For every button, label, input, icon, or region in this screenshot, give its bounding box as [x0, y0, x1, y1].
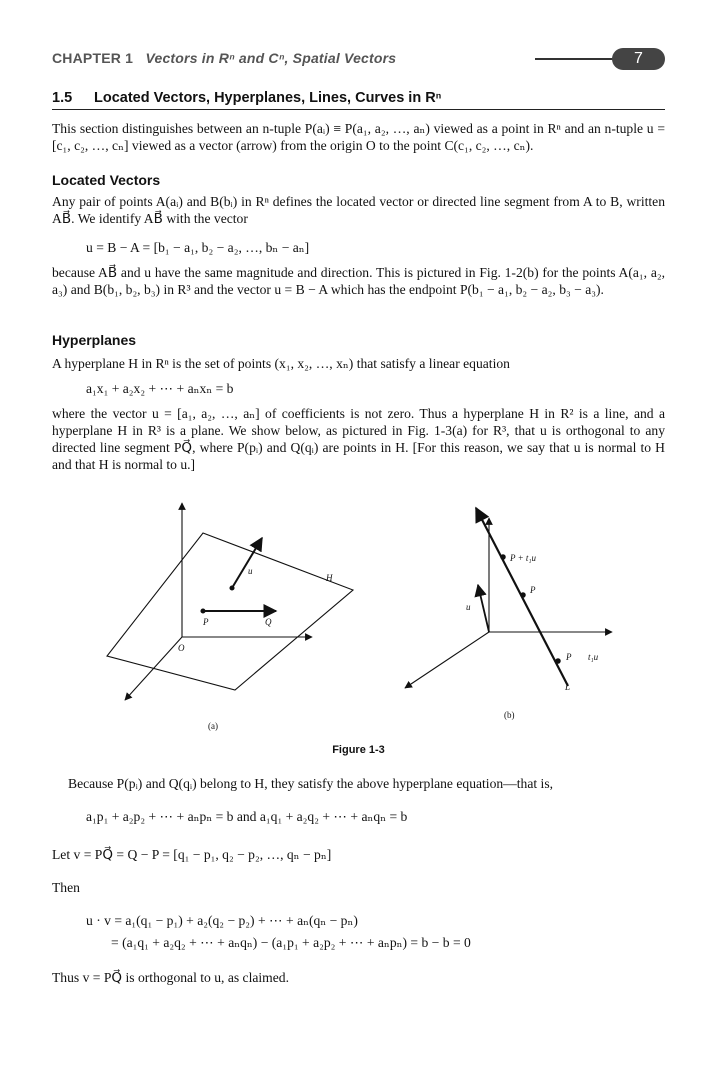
label-l: L [565, 682, 571, 692]
hyperplanes-paragraph-1: A hyperplane H in Rⁿ is the set of points (x₁, x₂, …, xₙ) that satisfy a linear equation [52, 356, 510, 371]
label-p-b: P [530, 585, 536, 595]
proof-equation-1: a₁p₁ + a₂p₂ + ⋯ + aₙpₙ = b and a₁q₁ + a₂q₂ + ⋯ + aₙqₙ = b [86, 809, 408, 824]
proof-conclusion: Thus v = PQ⃗ is orthogonal to u, as claimed. [52, 970, 289, 985]
figure-a [107, 503, 353, 700]
figure-b [405, 508, 612, 688]
chapter-title: Vectors in Rⁿ and Cⁿ, Spatial Vectors [145, 50, 397, 66]
section-title-text: Located Vectors, Hyperplanes, Lines, Curves in Rⁿ [94, 90, 442, 106]
figure-caption: Figure 1-3 [332, 744, 385, 756]
proof-let: Let v = PQ⃗ = Q − P = [q₁ − p₁, q₂ − p₂, …, qₙ − pₙ] [52, 847, 332, 862]
hyperplanes-paragraph-2: where the vector u = [a₁, a₂, …, aₙ] of coefficients is not zero. Thus a hyperplane H in R² is a line, and a hyperplane H in R³ is a plane. We show below, as pictured in Fig. 1-3(a) for R³, that u is orthogonal to any directed line segment PQ⃗, where P(pᵢ) and Q(qᵢ) are points in H. [For this reason, we say that u is normal to H and that H is normal to u.] [52, 406, 665, 472]
intro-paragraph: This section distinguishes between an n-tuple P(aᵢ) ≡ P(a₁, a₂, …, aₙ) viewed as a point in Rⁿ and an n-tuple u = [c₁, c₂, …, cₙ] viewed as a vector (arrow) from the origin O to the point C(c₁, c₂, …, cₙ). [52, 121, 665, 153]
hyperplane-equation: a₁x₁ + a₂x₂ + ⋯ + aₙxₙ = b [86, 381, 234, 396]
point-p-plus-tu [501, 555, 505, 559]
chapter-label: CHAPTER 1 [52, 50, 134, 66]
proof-equation-2: u · v = a₁(q₁ − p₁) + a₂(q₂ − p₂) + ⋯ + aₙ(qₙ − pₙ) [86, 913, 358, 928]
label-u-b: u [466, 602, 471, 612]
x-axis-b [405, 632, 489, 688]
label-tu: t₁u [588, 652, 599, 662]
proof-then: Then [52, 880, 80, 895]
label-q-a: Q [265, 617, 272, 627]
label-p-a: P [203, 617, 209, 627]
point-p-b [521, 593, 525, 597]
located-paragraph-1: Any pair of points A(aᵢ) and B(bᵢ) in Rⁿ defines the located vector or directed line segment from A to B, written AB⃗. We identify AB⃗ with the vector [52, 194, 665, 226]
proof-equation-3: = (a₁q₁ + a₂q₂ + ⋯ + aₙqₙ) − (a₁p₁ + a₂p₂ + ⋯ + aₙpₙ) = b − b = 0 [111, 935, 471, 950]
located-paragraph-2: because AB⃗ and u have the same magnitude and direction. This is pictured in Fig. 1-2(b) for the points A(a₁, a₂, a₃) and B(b₁, b₂, b₃) in R³ and the vector u = B − A which has the endpoint P(b₁ − a₁, b₂ − a₂, b₃ − a₃). [52, 265, 665, 297]
point-p-minus-tu [556, 659, 560, 663]
sublabel-b: (b) [504, 710, 515, 720]
label-h: H [326, 573, 333, 583]
located-vectors-heading: Located Vectors [52, 172, 161, 188]
label-u-a: u [248, 566, 253, 576]
u-base-point [230, 586, 234, 590]
point-p [201, 609, 205, 613]
sublabel-a: (a) [208, 721, 218, 731]
hyperplanes-heading: Hyperplanes [52, 332, 137, 348]
page-number: 7 [612, 48, 665, 70]
label-p-minus-b: P [566, 652, 572, 662]
label-o: O [178, 643, 185, 653]
label-p-plus-tu: P + t₁u [510, 553, 537, 563]
proof-paragraph-1: Because P(pᵢ) and Q(qᵢ) belong to H, they satisfy the above hyperplane equation—that is, [68, 776, 554, 791]
located-equation: u = B − A = [b₁ − a₁, b₂ − a₂, …, bₙ − aₙ] [86, 240, 310, 255]
direction-vector-u [478, 585, 489, 632]
section-number: 1.5 [52, 90, 73, 106]
